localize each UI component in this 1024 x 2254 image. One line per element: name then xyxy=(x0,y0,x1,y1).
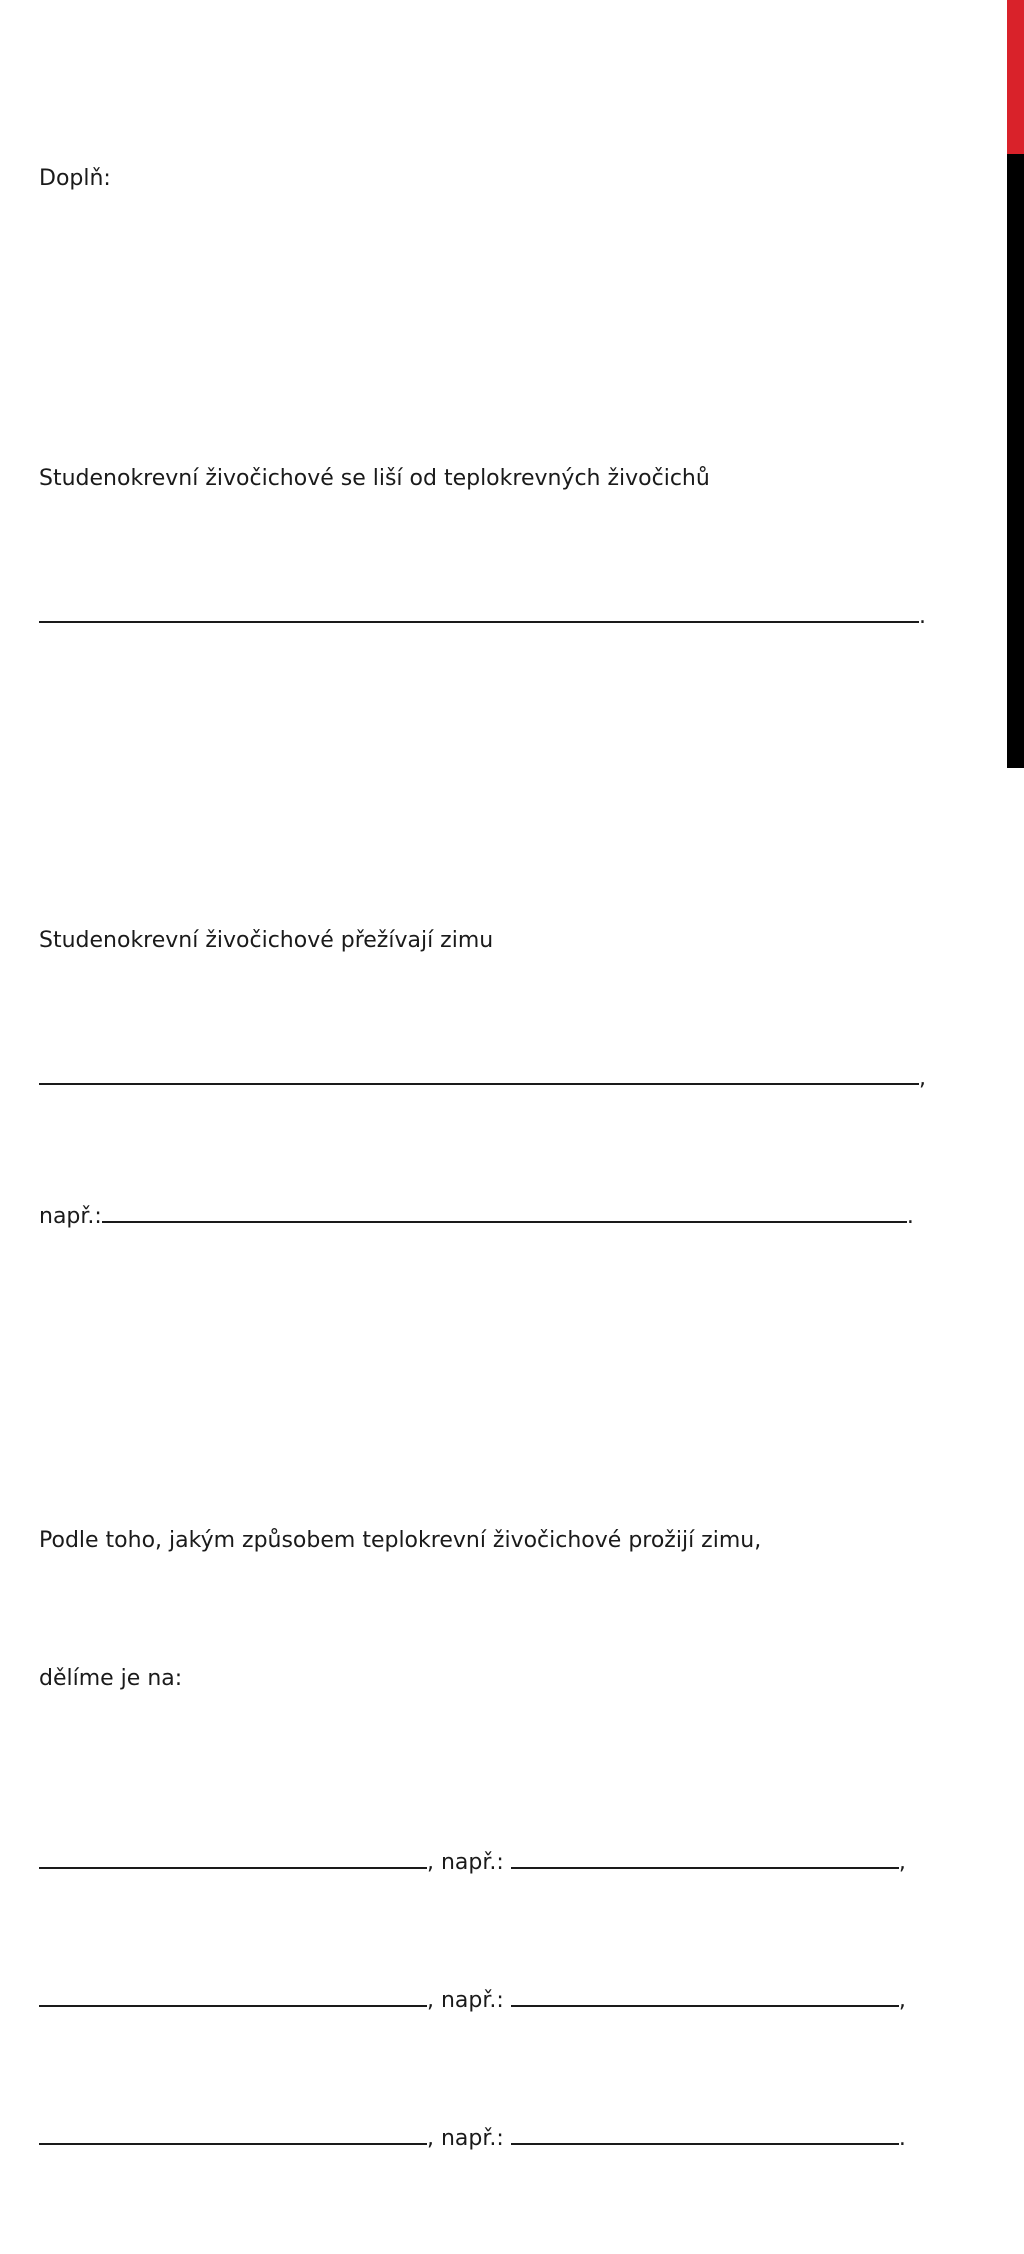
category-row xyxy=(39,1840,979,1886)
example-separator: , např.: xyxy=(427,2126,511,2151)
category-blank[interactable] xyxy=(39,1840,427,1869)
example-blank[interactable] xyxy=(511,1978,899,2007)
punctuation: , xyxy=(898,1988,906,2013)
category-blank[interactable] xyxy=(39,2116,427,2145)
question-2-answer-line xyxy=(39,1056,979,1102)
punctuation: , xyxy=(919,1066,926,1091)
example-blank[interactable] xyxy=(511,2116,899,2145)
question-2-text: Studenokrevní živočichové přežívají zimu xyxy=(39,928,494,953)
example-blank[interactable] xyxy=(511,1840,899,1869)
example-blank[interactable] xyxy=(102,1194,907,1223)
worksheet-content xyxy=(39,64,979,2254)
example-label: např.: xyxy=(39,1204,102,1229)
punctuation: . xyxy=(919,604,926,629)
side-bar xyxy=(1007,0,1024,768)
question-3-text-1: Podle toho, jakým způsobem teplokrevní živočichové prožijí zimu, xyxy=(39,1528,762,1553)
question-3-text-2: dělíme je na: xyxy=(39,1666,183,1691)
answer-blank[interactable] xyxy=(39,1056,919,1085)
example-separator: , např.: xyxy=(427,1850,511,1875)
category-row xyxy=(39,2116,979,2162)
question-2-example-line xyxy=(39,1194,979,1240)
side-bar-accent xyxy=(1007,0,1024,154)
answer-blank[interactable] xyxy=(39,594,919,623)
punctuation: . xyxy=(898,2126,906,2151)
example-separator: , např.: xyxy=(427,1988,511,2013)
question-1-answer-line xyxy=(39,594,979,640)
task-title: Doplň: xyxy=(39,166,111,191)
category-blank[interactable] xyxy=(39,1978,427,2007)
category-row xyxy=(39,1978,979,2024)
punctuation: . xyxy=(906,1204,914,1229)
punctuation: , xyxy=(898,1850,906,1875)
question-1-text: Studenokrevní živočichové se liší od teplokrevných živočichů xyxy=(39,466,710,491)
